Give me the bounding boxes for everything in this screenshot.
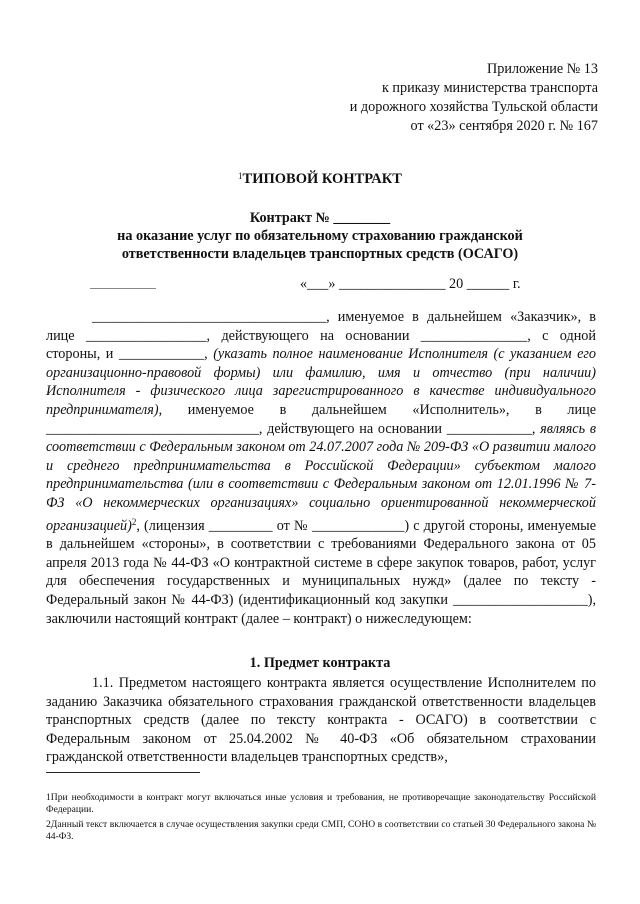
appendix-order-ref: к приказу министерства транспорта: [381, 80, 598, 96]
document-title: [0, 171, 640, 188]
preamble-smp-note: являясь в соответствии с Федеральным законом от 24.07.2007 года № 209-ФЗ «О развитии малого и среднего предпринимательства в Российской Федерации» субъектом малого предпринимательства (или в соответствии с Федеральным законом от 12.01.1996 № 7-ФЗ «О некоммерческих организациях» социально ориентированной некоммерческой организацией): [46, 420, 597, 534]
footnotes: [46, 792, 596, 846]
title-footnote-marker: 1: [238, 171, 243, 181]
preamble-executor-text: , именуемое в дальнейшем «Исполнитель», в лице ______________________________, действующего на основании ____________,: [46, 401, 596, 437]
preamble-footnote-marker: 2: [131, 516, 137, 527]
preamble-paragraph: [46, 308, 596, 628]
contract-subtitle: [40, 209, 600, 263]
section-1-title: 1. Предмет контракта: [249, 655, 391, 671]
footnote-1: 1При необходимости в контракт могут включаться иные условия и требования, не противоречащие законодательству Российской Федерации.: [46, 792, 596, 816]
clause-1-1: [46, 674, 596, 767]
appendix-ministry: и дорожного хозяйства Тульской области: [349, 99, 598, 115]
contract-subject-line1: на оказание услуг по обязательному страхованию гражданской: [117, 228, 523, 244]
footnote-2: 2Данный текст включается в случае осуществления закупки среди СМП, СОНО в соответствии со статьей 30 Федерального закона № 44-ФЗ.: [46, 818, 596, 843]
appendix-number: Приложение № 13: [487, 61, 598, 77]
preamble: [46, 308, 596, 628]
preamble-closing-text: , (лицензия _________ от № _____________) с другой стороны, именуемые в дальнейшем «стороны», в соответствии с требованиями Федерального закона от 05 апреля 2013 года № 44-ФЗ «О контрактной системе в сфере закупок товаров, работ, услуг для обеспечения государственных и муниципальных нужд» (далее по тексту - Федеральный закон № 44-ФЗ) (идентификационный код закупки ___________________), заключили настоящий контракт (далее – контракт) о нижеследующем:: [46, 517, 596, 627]
preamble-customer-text: _________________________________, именуемое в дальнейшем «Заказчик», в лице _________________, действующего на основании _______________, с одной стороны, и ____________,: [46, 309, 596, 363]
contract-date-line: «___» _______________ 20 ______ г.: [300, 276, 521, 292]
footnote-divider: [46, 772, 200, 773]
contract-number-line: Контракт № ________: [249, 210, 391, 226]
appendix-order-date: от «23» сентября 2020 г. № 167: [410, 118, 598, 134]
contract-subject-line2: ответственности владельцев транспортных средств (ОСАГО): [121, 246, 519, 262]
appendix-block: [350, 60, 598, 136]
title-text: ТИПОВОЙ КОНТРАКТ: [242, 171, 402, 187]
preamble-executor-note: (указать полное наименование Исполнителя (с указанием его организационно-правовой формы) или фамилию, имя и отчество (при наличии) Исполнителя - физического лица зарегистрированного в качестве индивидуального предпринимателя): [46, 346, 596, 418]
place-blank-line: [90, 288, 156, 289]
clause-1-1-text: 1.1. Предметом настоящего контракта является осуществление Исполнителем по заданию Заказчика обязательного страхования гражданской ответственности владельцев транспортных средств (далее по тексту контракта - ОСАГО) в соответствии с Федеральным законом от 25.04.2002 № 40-ФЗ «Об обязательном страховании гражданской ответственности владельцев транспортных средств»,: [46, 675, 596, 766]
